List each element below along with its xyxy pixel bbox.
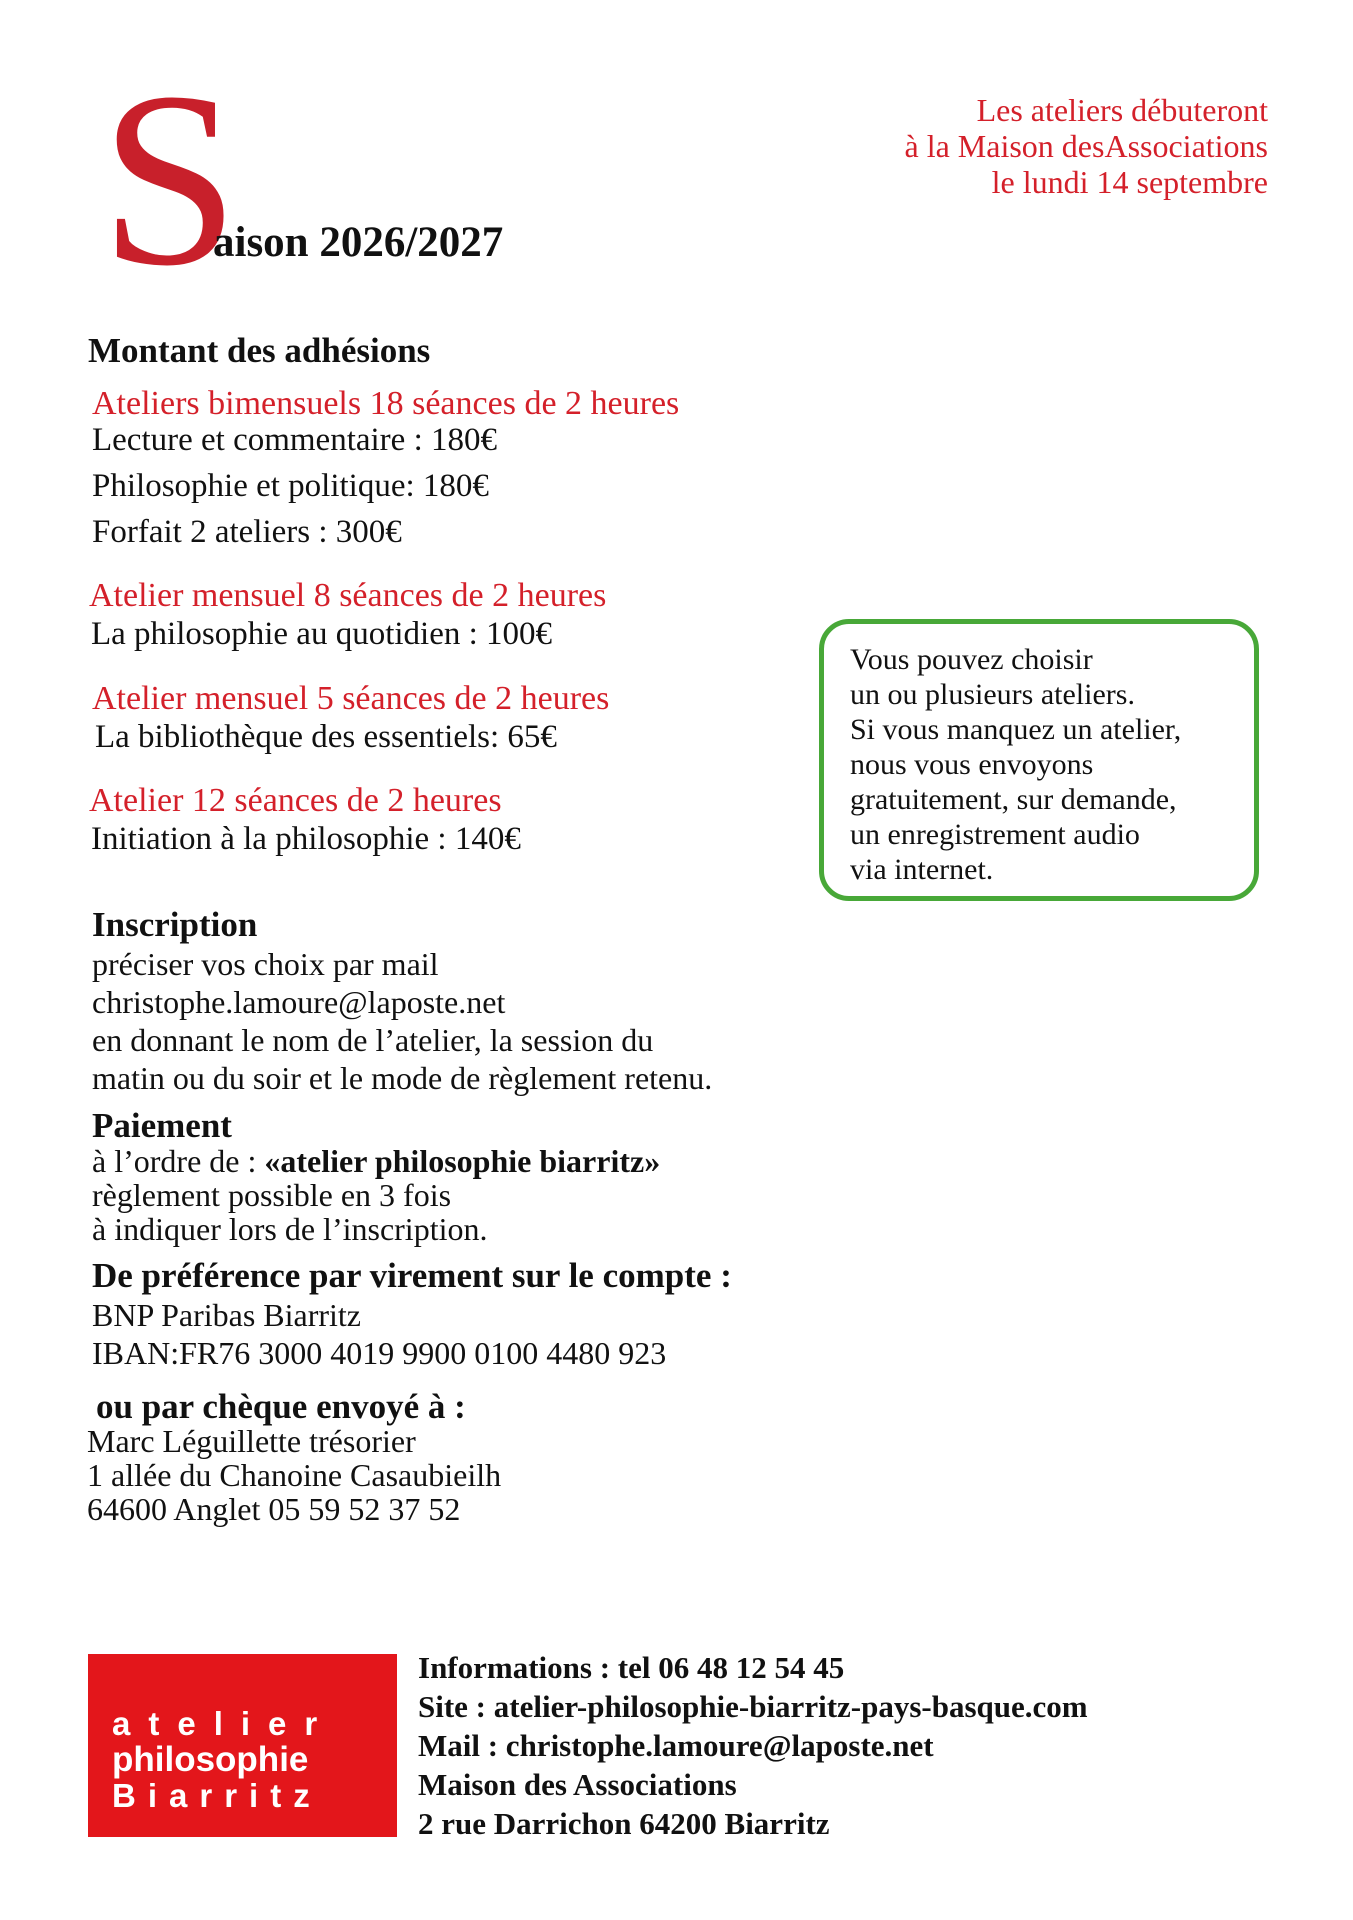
price-item: La bibliothèque des essentiels: 65€: [95, 719, 557, 755]
contact-address: 2 rue Darrichon 64200 Biarritz: [418, 1806, 830, 1841]
category-bimonthly: Ateliers bimensuels 18 séances de 2 heures: [92, 385, 680, 422]
contact-phone: Informations : tel 06 48 12 54 45: [418, 1650, 845, 1685]
price-item: Lecture et commentaire : 180€: [92, 422, 497, 458]
memberships-heading: Montant des adhésions: [88, 331, 431, 370]
inscription-email[interactable]: christophe.lamoure@laposte.net: [92, 984, 506, 1020]
price-item: La philosophie au quotidien : 100€: [91, 616, 553, 652]
info-box-line: un ou plusieurs ateliers.: [850, 678, 1135, 711]
payment-order-name: «atelier philosophie biarritz»: [264, 1143, 661, 1179]
contact-venue: Maison des Associations: [418, 1767, 737, 1802]
payment-order-line: [92, 1144, 660, 1178]
payment-order-prefix: à l’ordre de :: [92, 1143, 265, 1179]
category-monthly-5: Atelier mensuel 5 séances de 2 heures: [92, 680, 610, 717]
price-item: Philosophie et politique: 180€: [92, 468, 489, 504]
cheque-address: [87, 1424, 501, 1526]
info-box: [819, 619, 1259, 901]
cheque-heading: ou par chèque envoyé à :: [96, 1387, 466, 1426]
contact-website[interactable]: Site : atelier-philosophie-biarritz-pays-basque.com: [418, 1689, 1088, 1724]
inscription-text: [92, 945, 712, 1097]
bank-name: BNP Paribas Biarritz: [92, 1297, 361, 1333]
info-box-line: via internet.: [850, 853, 994, 886]
info-box-line: un enregistrement audio: [850, 818, 1140, 851]
iban: IBAN:FR76 3000 4019 9900 0100 4480 923: [92, 1335, 667, 1371]
price-item: Initiation à la philosophie : 140€: [91, 821, 521, 857]
inscription-heading: Inscription: [92, 905, 258, 944]
payment-heading: Paiement: [92, 1106, 232, 1145]
cheque-line: 64600 Anglet 05 59 52 37 52: [87, 1491, 461, 1527]
season-title: aison 2026/2027: [213, 219, 504, 266]
info-box-line: Si vous manquez un atelier,: [850, 713, 1182, 746]
transfer-heading: De préférence par virement sur le compte :: [92, 1256, 732, 1295]
start-notice-line: à la Maison desAssociations: [904, 128, 1268, 164]
inscription-line: en donnant le nom de l’atelier, la session du: [92, 1022, 654, 1058]
info-box-line: Vous pouvez choisir: [850, 643, 1093, 676]
category-monthly-8: Atelier mensuel 8 séances de 2 heures: [89, 577, 607, 614]
cheque-line: 1 allée du Chanoine Casaubieilh: [87, 1457, 502, 1493]
inscription-line: préciser vos choix par mail: [92, 946, 439, 982]
contact-email[interactable]: Mail : christophe.lamoure@laposte.net: [418, 1728, 934, 1763]
logo-line-1: atelier: [112, 1705, 336, 1742]
cheque-line: Marc Léguillette trésorier: [87, 1423, 416, 1459]
category-12-sessions: Atelier 12 séances de 2 heures: [89, 782, 502, 819]
price-item: Forfait 2 ateliers : 300€: [92, 514, 402, 550]
start-notice-line: Les ateliers débuteront: [976, 92, 1268, 128]
bank-details: [92, 1296, 666, 1372]
logo-line-3: Biarritz: [112, 1777, 322, 1814]
atelier-logo: [88, 1654, 397, 1837]
title-initial-letter: S: [100, 41, 240, 318]
inscription-line: matin ou du soir et le mode de règlement retenu.: [92, 1060, 713, 1096]
info-box-line: gratuitement, sur demande,: [850, 783, 1177, 816]
logo-line-2: philosophie: [112, 1740, 309, 1779]
info-box-line: nous vous envoyons: [850, 748, 1094, 781]
contact-info: [418, 1648, 1088, 1843]
payment-line: à indiquer lors de l’inscription.: [92, 1211, 488, 1247]
payment-line: règlement possible en 3 fois: [92, 1177, 452, 1213]
start-notice: [905, 92, 1269, 200]
start-notice-line: le lundi 14 septembre: [991, 164, 1268, 200]
payment-text: [92, 1144, 660, 1246]
